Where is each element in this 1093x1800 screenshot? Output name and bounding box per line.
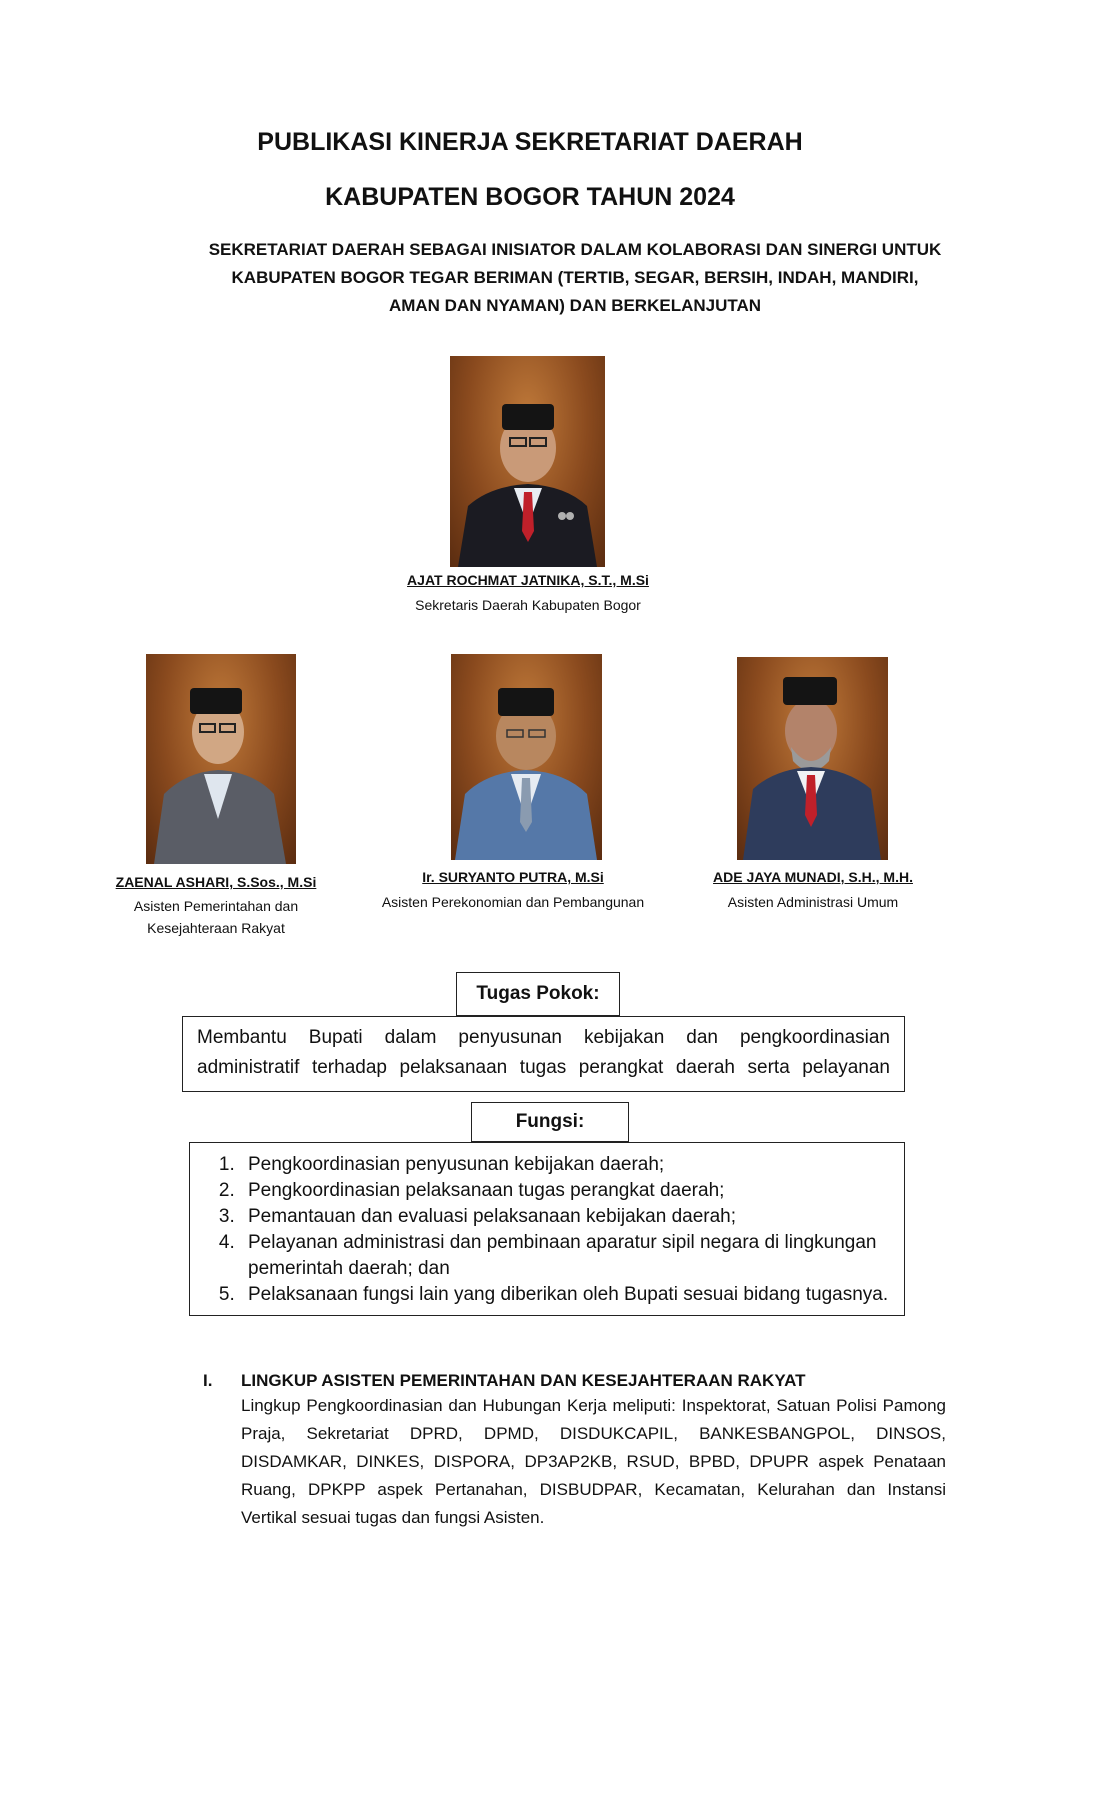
secretary-role: Sekretaris Daerah Kabupaten Bogor bbox=[415, 597, 641, 613]
assistant3-photo bbox=[737, 657, 888, 860]
assistant1-photo bbox=[146, 654, 296, 864]
fungsi-list bbox=[190, 1152, 904, 1308]
fungsi-item: 4. Pelayanan administrasi dan pembinaan aparatur sipil negara di lingkungan pemerintah daerah; dan bbox=[240, 1230, 890, 1282]
assistant2-role: Asisten Perekonomian dan Pembangunan bbox=[381, 894, 645, 910]
assistant3-role: Asisten Administrasi Umum bbox=[727, 894, 899, 910]
tugas-pokok-label: Tugas Pokok: bbox=[476, 983, 600, 1004]
assistant1-name: ZAENAL ASHARI, S.Sos., M.Si bbox=[115, 874, 317, 890]
assistant1-role-line1: Asisten Pemerintahan dan bbox=[133, 898, 299, 914]
tugas-pokok-box bbox=[182, 1016, 905, 1092]
fungsi-label-box bbox=[471, 1102, 629, 1142]
tugas-pokok-label-box bbox=[456, 972, 620, 1016]
secretary-photo bbox=[450, 356, 605, 567]
section-number: I. bbox=[203, 1371, 213, 1390]
tugas-pokok-line2: administratif terhadap pelaksanaan tugas perangkat daerah serta pelayanan bbox=[197, 1057, 890, 1078]
assistant2-name: Ir. SURYANTO PUTRA, M.Si bbox=[422, 869, 604, 885]
fungsi-label: Fungsi: bbox=[515, 1111, 585, 1132]
assistant1-role-line2: Kesejahteraan Rakyat bbox=[147, 920, 285, 936]
assistant2-photo bbox=[451, 654, 602, 860]
assistant3-name: ADE JAYA MUNADI, S.H., M.H. bbox=[713, 869, 913, 885]
fungsi-item: 2. Pengkoordinasian pelaksanaan tugas perangkat daerah; bbox=[240, 1178, 890, 1204]
secretary-name: AJAT ROCHMAT JATNIKA, S.T., M.Si bbox=[407, 572, 649, 588]
section-title: LINGKUP ASISTEN PEMERINTAHAN DAN KESEJAHTERAAN RAKYAT bbox=[241, 1371, 806, 1390]
fungsi-box bbox=[189, 1142, 905, 1316]
vision-statement: SEKRETARIAT DAERAH SEBAGAI INISIATOR DALAM KOLABORASI DAN SINERGI UNTUK KABUPATEN BOGOR TEGAR BERIMAN (TERTIB, SEGAR, BERSIH, INDAH, MANDIRI, AMAN DAN NYAMAN) DAN BERKELANJUTAN bbox=[208, 240, 942, 315]
fungsi-item: 3. Pemantauan dan evaluasi pelaksanaan kebijakan daerah; bbox=[240, 1204, 890, 1230]
section-body: Lingkup Pengkoordinasian dan Hubungan Kerja meliputi: Inspektorat, Satuan Polisi Pamong Praja, Sekretariat DPRD, DPMD, DISDUKCAPIL, BANKESBANGPOL, DINSOS, DISDAMKAR, DINKES, DISPORA, DP3AP2KB, RSUD, BPBD, DPUPR aspek Penataan Ruang, DPKPP aspek Pertanahan, DISBUDPAR, Kecamatan, Kelurahan dan Instansi Vertikal sesuai tugas dan fungsi Asisten. bbox=[241, 1396, 946, 1527]
page-title-year: KABUPATEN BOGOR TAHUN 2024 bbox=[325, 183, 735, 211]
page-title: PUBLIKASI KINERJA SEKRETARIAT DAERAH bbox=[257, 128, 803, 156]
tugas-pokok-line1: Membantu Bupati dalam penyusunan kebijakan dan pengkoordinasian bbox=[197, 1027, 890, 1048]
fungsi-item: 5. Pelaksanaan fungsi lain yang diberikan oleh Bupati sesuai bidang tugasnya. bbox=[240, 1282, 890, 1308]
fungsi-item: 1. Pengkoordinasian penyusunan kebijakan daerah; bbox=[240, 1152, 890, 1178]
